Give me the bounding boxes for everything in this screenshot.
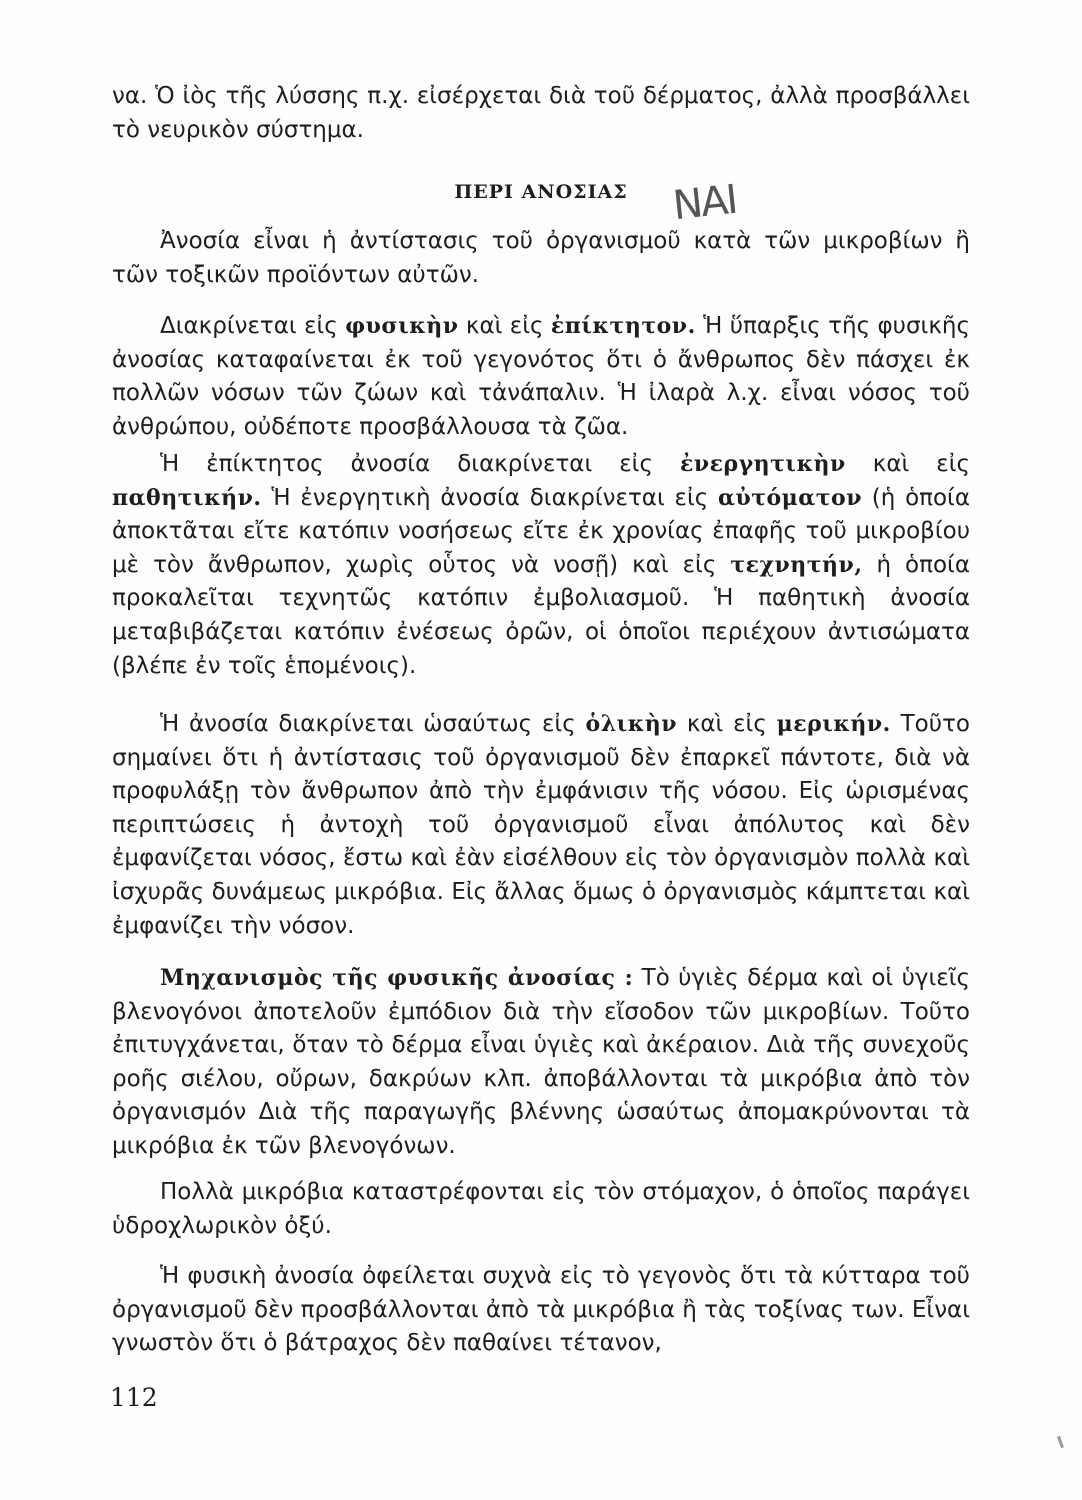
paragraph-acquired-immunity: Ἡ ἐπίκτητος ἀνοσία διακρίνεται εἰς ἐνεργητικὴν καὶ εἰς παθητικήν. Ἡ ἐνεργητικὴ ἀνοσία διακρίνεται εἰς αὐτόματον (ἡ ὁποία ἀποκτᾶται εἴτε κατόπιν νοσήσεως εἴτε ἐκ χρονίας ἐπαφῆς τοῦ μικροβίου μὲ τὸν ἄνθρωπον, χωρὶς οὗτος νὰ νοσῇ) καὶ εἰς τεχνητήν, ἡ ὁποία προκαλεῖται τεχνητῶς κατόπιν ἐμβολιασμοῦ. Ἡ παθητικὴ ἀνοσία μεταβιβάζεται κατόπιν ἐνέσεως ὀρῶν, οἱ ὁποῖοι περιέχουν ἀντισώματα (βλέπε ἐν τοῖς ἑπομένοις).	[112, 451, 970, 679]
paragraph-cells: Ἡ φυσικὴ ἀνοσία ὀφείλεται συχνὰ εἰς τὸ γεγονὸς ὅτι τὰ κύτταρα τοῦ ὀργανισμοῦ δὲν προσβάλλονται ἀπὸ τὰ μικρόβια ἢ τὰς τοξίνας των. Εἶναι γνωστὸν ὅτι ὁ βάτραχος δὲν παθαίνει τέτανον,	[112, 1263, 970, 1357]
term-active: ἐνεργητικὴν	[679, 451, 846, 477]
paragraph-total-partial: Ἡ ἀνοσία διακρίνεται ὡσαύτως εἰς ὁλικὴν καὶ εἰς μερικήν. Τοῦτο σημαίνει ὅτι ἡ ἀντίστασις τοῦ ὀργανισμοῦ δὲν ἐπαρκεῖ πάντοτε, διὰ νὰ προφυλάξῃ τὸν ἄνθρωπον ἀπὸ τὴν ἐμφάνισιν τῆς νόσου. Εἰς ὡρισμένας περιπτώσεις ἡ ἀντοχὴ τοῦ ὀργανισμοῦ εἶναι ἀπόλυτος καὶ δὲν ἐμφανίζεται νόσος, ἔστω καὶ ἐὰν εἰσέλθουν εἰς τὸν ὀργανισμὸν πολλὰ καὶ ἰσχυρᾶς δυνάμεως μικρόβια. Εἰς ἄλλας ὅμως ὁ ὀργανισμὸς κάμπτεται καὶ ἐμφανίζει τὴν νόσον.	[112, 711, 970, 939]
term-partial: μερικήν.	[776, 711, 891, 737]
term-passive: παθητικήν.	[112, 484, 262, 511]
paragraph-mechanism: Μηχανισμὸς τῆς φυσικῆς ἀνοσίας : Τὸ ὑγιὲς δέρμα καὶ οἱ ὑγιεῖς βλενογόνοι ἀποτελοῦν ἐμπόδιον διὰ τὴν εἴσοδον τῶν μικροβίων. Τοῦτο ἐπιτυγχάνεται, ὅταν τὸ δέρμα εἶναι ὑγιὲς καὶ ἀκέραιον. Διὰ τῆς συνεχοῦς ροῆς σιέλου, οὔρων, δακρύων κλπ. ἀποβάλλονται τὰ μικρόβια ἀπὸ τὸν ὀργανισμόν Διὰ τῆς παραγωγῆς βλέννης ὡσαύτως ἀπομακρύνονται τὰ μικρόβια ἐκ τῶν βλενογόνων.	[112, 965, 970, 1159]
paragraph-classification: Διακρίνεται εἰς φυσικὴν καὶ εἰς ἐπίκτητον. Ἡ ὕπαρξις τῆς φυσικῆς ἀνοσίας καταφαίνεται ἐκ τοῦ γεγονότος ὅτι ὁ ἄνθρωπος δὲν πάσχει ἐκ πολλῶν νόσων τῶν ζώων καὶ τἀνάπαλιν. Ἡ ἰλαρὰ λ.χ. εἶναι νόσος τοῦ ἀνθρώπου, οὐδέποτε προσβάλλουσα τὰ ζῶα.	[112, 313, 970, 440]
term-acquired: ἐπίκτητον.	[550, 313, 696, 339]
term-automatic: αὐτόματον	[718, 484, 862, 511]
scan-speck	[1057, 1436, 1064, 1448]
page-number: 112	[110, 1383, 158, 1412]
subheading-mechanism: Μηχανισμὸς τῆς φυσικῆς ἀνοσίας :	[160, 965, 634, 991]
term-artificial: τεχνητήν,	[730, 551, 863, 578]
term-physical: φυσικὴν	[345, 313, 459, 339]
handwritten-annotation: ΝΑΙ	[670, 176, 739, 230]
paragraph-definition: Ἀνοσία εἶναι ἡ ἀντίστασις τοῦ ὀργανισμοῦ κατὰ τῶν μικροβίων ἢ τῶν τοξικῶν προϊόντων αὐτῶν.	[112, 228, 970, 288]
paragraph-stomach: Πολλὰ μικρόβια καταστρέφονται εἰς τὸν στόμαχον, ὁ ὁποῖος παράγει ὑδροχλωρικὸν ὀξύ.	[112, 1179, 970, 1239]
term-total: ὁλικὴν	[585, 711, 678, 737]
paragraph-continuation: να. Ὁ ἰὸς τῆς λύσσης π.χ. εἰσέρχεται διὰ τοῦ δέρματος, ἀλλὰ προσβάλλει τὸ νευρικὸν σύστημα.	[112, 83, 970, 143]
section-heading: ΠΕΡΙ ΑΝΟΣΙΑΣ	[454, 181, 628, 203]
